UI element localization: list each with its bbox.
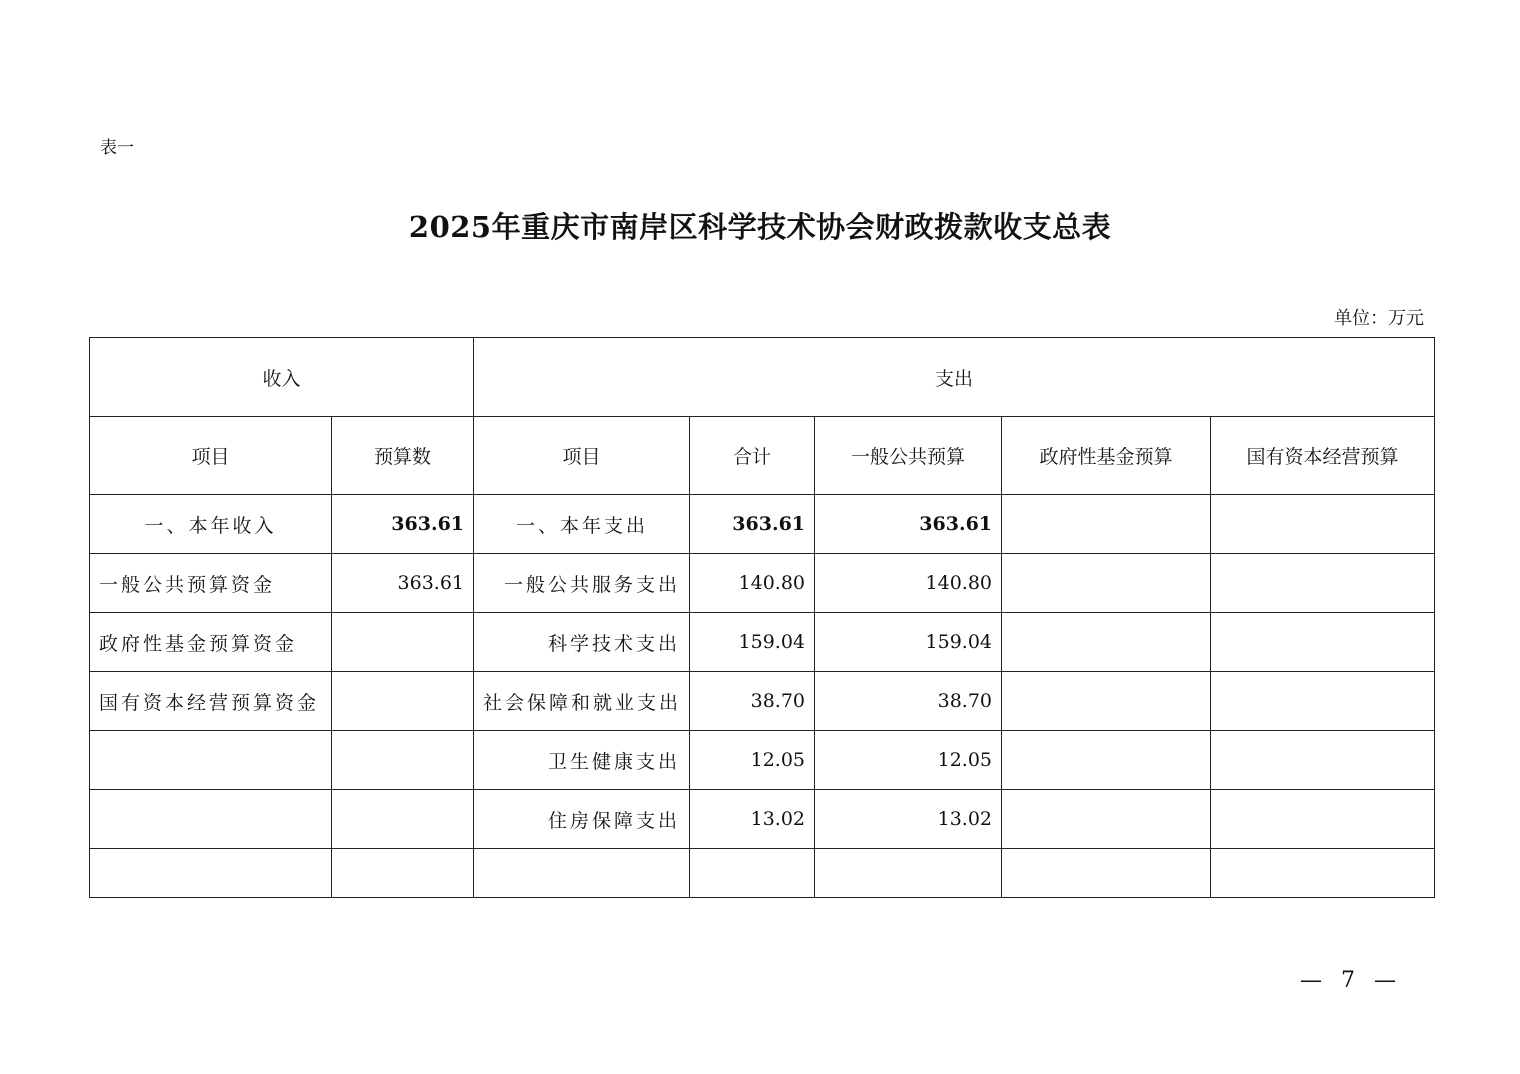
income-budget-cell (332, 672, 474, 731)
unit-label: 单位：万元 (1334, 308, 1424, 329)
table-label: 表一 (100, 138, 134, 158)
gov-fund-header: 政府性基金预算 (1002, 417, 1211, 495)
total-cell: 363.61 (690, 495, 815, 554)
state-capital-cell (1211, 495, 1435, 554)
income-budget-cell: 363.61 (332, 554, 474, 613)
general-public-cell: 363.61 (815, 495, 1002, 554)
general-public-cell: 12.05 (815, 731, 1002, 790)
income-item-header: 项目 (90, 417, 332, 495)
state-capital-header: 国有资本经营预算 (1211, 417, 1435, 495)
total-header: 合计 (690, 417, 815, 495)
gov-fund-cell (1002, 731, 1211, 790)
income-item-cell (90, 790, 332, 849)
header-row-top (90, 338, 1435, 417)
income-item-cell (90, 731, 332, 790)
table-row (90, 495, 1435, 554)
state-capital-cell (1211, 613, 1435, 672)
expense-item-header: 项目 (474, 417, 690, 495)
expense-item-cell: 一、本年支出 (474, 495, 690, 554)
expense-item-cell: 卫生健康支出 (474, 731, 690, 790)
total-cell: 159.04 (690, 613, 815, 672)
state-capital-cell (1211, 554, 1435, 613)
table-row (90, 849, 1435, 898)
total-cell: 38.70 (690, 672, 815, 731)
expense-item-cell (474, 849, 690, 898)
general-public-cell: 13.02 (815, 790, 1002, 849)
total-cell (690, 849, 815, 898)
income-item-cell (90, 849, 332, 898)
general-public-cell: 140.80 (815, 554, 1002, 613)
table-row (90, 554, 1435, 613)
table-row (90, 790, 1435, 849)
income-budget-cell (332, 731, 474, 790)
state-capital-cell (1211, 849, 1435, 898)
table-row (90, 672, 1435, 731)
expense-item-cell: 一般公共服务支出 (474, 554, 690, 613)
table-row (90, 613, 1435, 672)
total-cell: 13.02 (690, 790, 815, 849)
income-budget-cell (332, 613, 474, 672)
income-budget-cell (332, 790, 474, 849)
gov-fund-cell (1002, 849, 1211, 898)
state-capital-cell (1211, 731, 1435, 790)
state-capital-cell (1211, 790, 1435, 849)
general-public-header: 一般公共预算 (815, 417, 1002, 495)
header-row-sub (90, 417, 1435, 495)
income-budget-cell (332, 849, 474, 898)
gov-fund-cell (1002, 554, 1211, 613)
income-header: 收入 (90, 338, 474, 417)
table-row (90, 731, 1435, 790)
income-budget-cell: 363.61 (332, 495, 474, 554)
general-public-cell: 159.04 (815, 613, 1002, 672)
income-item-cell: 一、本年收入 (90, 495, 332, 554)
expense-item-cell: 社会保障和就业支出 (474, 672, 690, 731)
state-capital-cell (1211, 672, 1435, 731)
gov-fund-cell (1002, 613, 1211, 672)
expense-item-cell: 科学技术支出 (474, 613, 690, 672)
page-number: — 7 — (1300, 968, 1402, 993)
gov-fund-cell (1002, 672, 1211, 731)
income-item-cell: 政府性基金预算资金 (90, 613, 332, 672)
gov-fund-cell (1002, 495, 1211, 554)
expense-header: 支出 (474, 338, 1435, 417)
budget-table (89, 337, 1435, 898)
general-public-cell (815, 849, 1002, 898)
expense-item-cell: 住房保障支出 (474, 790, 690, 849)
page-title: 2025年重庆市南岸区科学技术协会财政拨款收支总表 (408, 210, 1112, 244)
gov-fund-cell (1002, 790, 1211, 849)
income-item-cell: 一般公共预算资金 (90, 554, 332, 613)
total-cell: 140.80 (690, 554, 815, 613)
total-cell: 12.05 (690, 731, 815, 790)
income-item-cell: 国有资本经营预算资金 (90, 672, 332, 731)
income-budget-header: 预算数 (332, 417, 474, 495)
general-public-cell: 38.70 (815, 672, 1002, 731)
